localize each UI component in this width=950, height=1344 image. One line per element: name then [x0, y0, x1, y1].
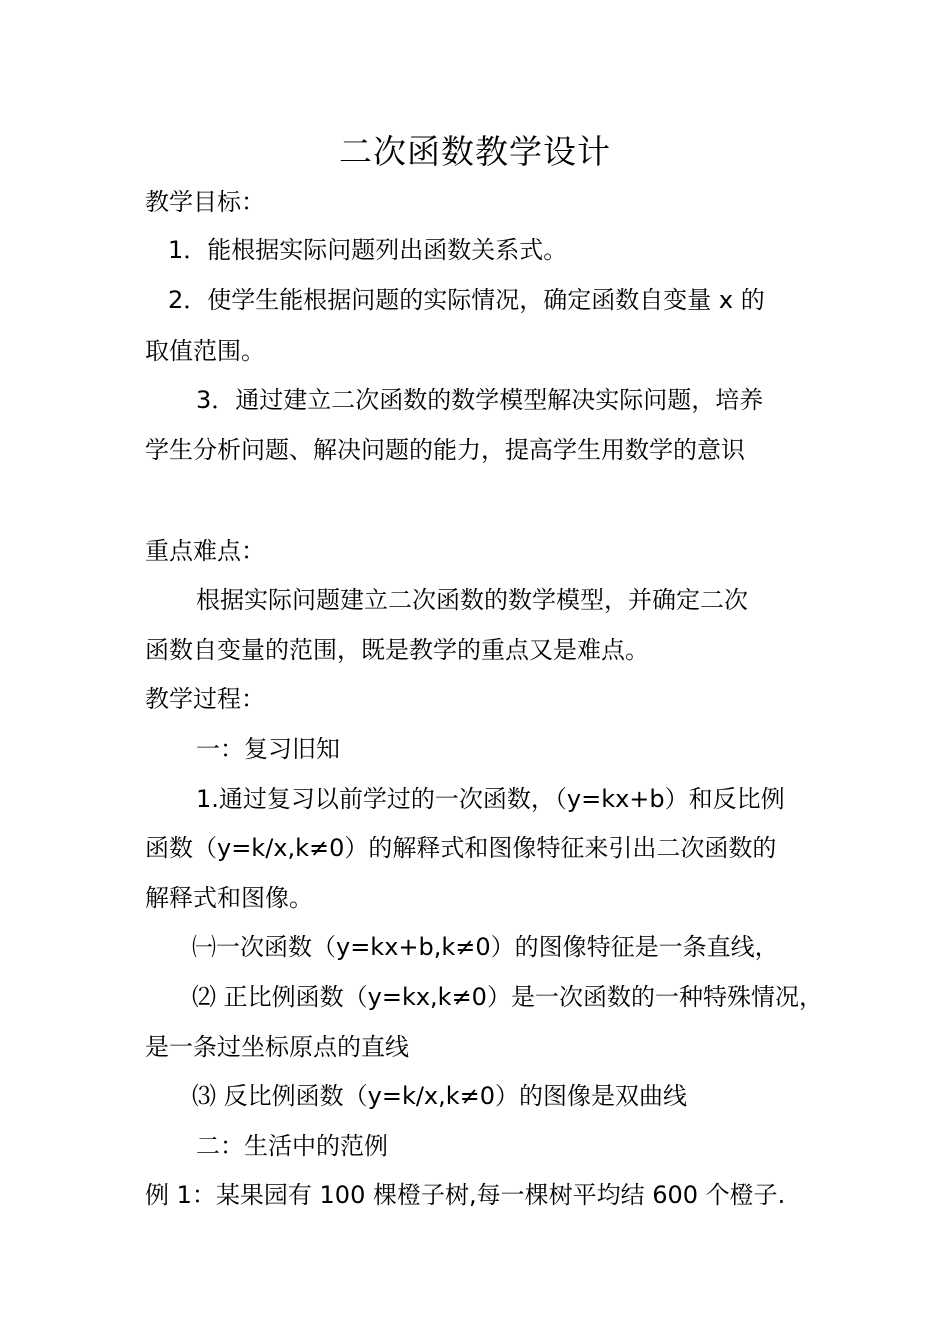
objective-3-line-1: 3．通过建立二次函数的数学模型解决实际问题，培养 — [196, 386, 764, 414]
subsection-examples: 二：生活中的范例 — [196, 1132, 388, 1160]
review-item-2-line-1: ⑵ 正比例函数（y=kx,k≠0）是一次函数的一种特殊情况， — [192, 983, 823, 1011]
section-heading-objectives: 教学目标： — [145, 188, 265, 216]
document-title: 二次函数教学设计 — [339, 132, 611, 171]
subsection-review: 一：复习旧知 — [196, 735, 340, 763]
key-points-line-2: 函数自变量的范围，既是教学的重点又是难点。 — [145, 636, 649, 664]
section-heading-key-points: 重点难点： — [145, 537, 265, 565]
example-1: 例 1：某果园有 100 棵橙子树,每一棵树平均结 600 个橙子. — [145, 1181, 786, 1209]
key-points-line-1: 根据实际问题建立二次函数的数学模型，并确定二次 — [196, 586, 748, 614]
objective-1: 1．能根据实际问题列出函数关系式。 — [168, 236, 568, 264]
review-item-2-line-2: 是一条过坐标原点的直线 — [145, 1033, 409, 1061]
review-line-2: 函数（y=k/x,k≠0）的解释式和图像特征来引出二次函数的 — [145, 834, 777, 862]
review-line-1: 1.通过复习以前学过的一次函数，（y=kx+b）和反比例 — [196, 785, 785, 813]
review-item-3: ⑶ 反比例函数（y=k/x,k≠0）的图像是双曲线 — [192, 1082, 688, 1110]
objective-2-line-1: 2．使学生能根据问题的实际情况，确定函数自变量 x 的 — [168, 286, 765, 314]
review-item-1: ㈠一次函数（y=kx+b,k≠0）的图像特征是一条直线， — [192, 933, 779, 961]
objective-2-line-2: 取值范围。 — [145, 337, 265, 365]
objective-3-line-2: 学生分析问题、解决问题的能力，提高学生用数学的意识 — [145, 436, 745, 464]
review-line-3: 解释式和图像。 — [145, 884, 313, 912]
section-heading-process: 教学过程： — [145, 685, 265, 713]
